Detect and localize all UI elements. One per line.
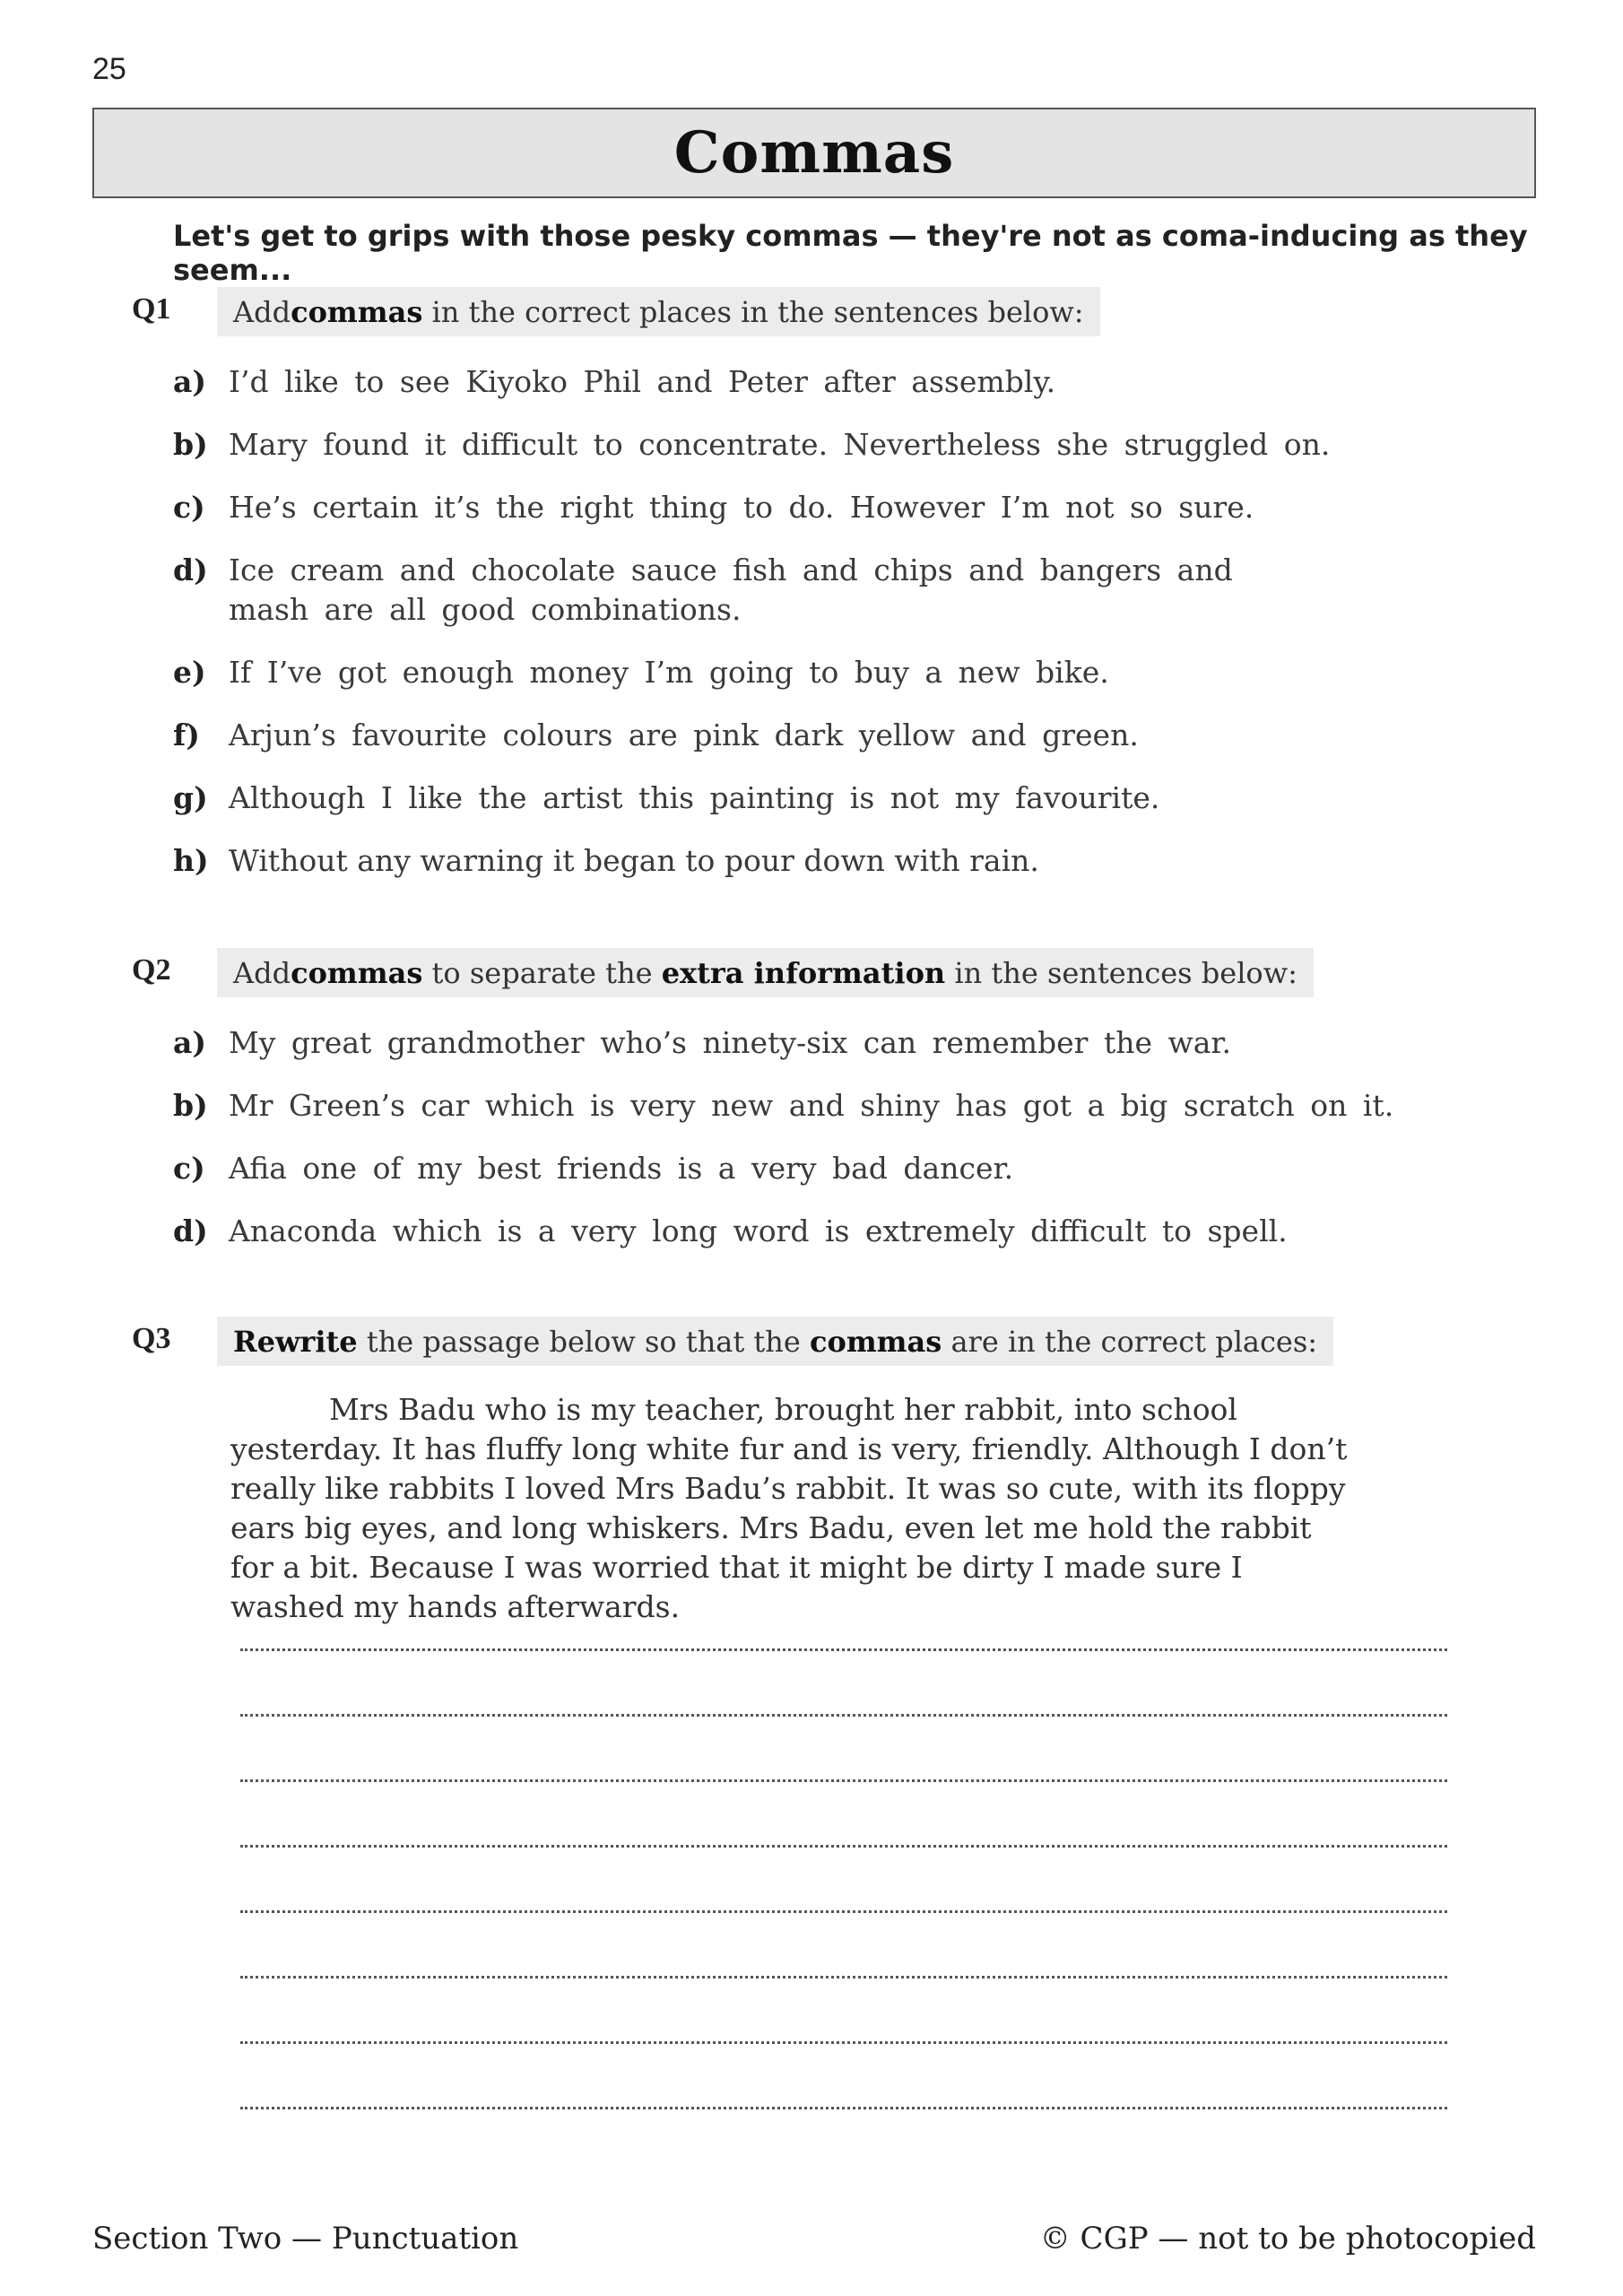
q1-item-f xyxy=(173,716,1428,755)
q1-label: Q1 xyxy=(132,292,171,326)
passage-text: Mrs Badu who is my teacher, brought her rabbit, into school yesterday. It has fluffy long white fur and is very, friendly. Although I don’t really like rabbits I loved Mrs Badu’s rabbit. It was so cute, with its floppy ears big eyes, and long whiskers. Mrs Badu, even let me hold the rabbit for a bit. Because I was worried that it might be dirty I made sure I washed my hands afterwards. xyxy=(230,1392,1348,1624)
item-letter: c) xyxy=(173,1151,205,1186)
item-text: Mary found it difficult to concentrate. Nevertheless she struggled on. xyxy=(229,427,1331,462)
q1-item-h xyxy=(173,841,1428,881)
answer-line[interactable] xyxy=(240,1976,1447,1979)
item-letter: a) xyxy=(173,1025,206,1060)
q2-item-c xyxy=(173,1149,1428,1188)
q3-instruction-bold2: commas xyxy=(809,1324,942,1359)
q2-instruction-bold2: extra information xyxy=(661,955,946,990)
item-letter: h) xyxy=(173,843,209,878)
q1-instruction xyxy=(217,287,1100,336)
item-text: If I’ve got enough money I’m going to buy a new bike. xyxy=(229,655,1109,690)
q1-item-b xyxy=(173,425,1428,465)
q1-item-g xyxy=(173,778,1428,818)
q3-instruction-mid: the passage below so that the xyxy=(357,1324,810,1359)
intro-text: Let's get to grips with those pesky commas — they're not as coma-inducing as they seem... xyxy=(173,219,1528,287)
item-text: Ice cream and chocolate sauce fish and chips and bangers and mash are all good combinations. xyxy=(229,552,1233,627)
item-text: He’s certain it’s the right thing to do. However I’m not so sure. xyxy=(229,490,1254,525)
item-letter: g) xyxy=(173,780,208,815)
item-text: Without any warning it began to pour down with rain. xyxy=(229,843,1039,878)
q3-instruction-bold1: Rewrite xyxy=(233,1324,358,1359)
page-number: 25 xyxy=(92,52,126,86)
q1-instruction-bold: commas xyxy=(291,294,423,329)
q2-item-d xyxy=(173,1212,1428,1251)
q1-instruction-pre: Add xyxy=(233,294,291,329)
item-text: I’d like to see Kiyoko Phil and Peter after assembly. xyxy=(229,364,1056,399)
q3-instruction xyxy=(217,1317,1333,1366)
q2-instruction-post: in the sentences below: xyxy=(945,955,1298,990)
q2-label: Q2 xyxy=(132,953,171,987)
item-letter: f) xyxy=(173,718,200,752)
q3-passage xyxy=(230,1390,1360,1627)
q1-instruction-post: in the correct places in the sentences below: xyxy=(422,294,1084,329)
item-text: Arjun’s favourite colours are pink dark yellow and green. xyxy=(229,718,1139,752)
item-text: My great grandmother who’s ninety-six can remember the war. xyxy=(229,1025,1232,1060)
item-text: Although I like the artist this painting is not my favourite. xyxy=(229,780,1160,815)
q2-item-a xyxy=(173,1023,1428,1063)
item-letter: a) xyxy=(173,364,206,399)
footer-copyright: © CGP — not to be photocopied xyxy=(1039,2221,1536,2257)
q3-label: Q3 xyxy=(132,1322,171,1355)
q2-instruction xyxy=(217,948,1314,997)
q3-instruction-post: are in the correct places: xyxy=(942,1324,1318,1359)
answer-line[interactable] xyxy=(240,1910,1447,1913)
page-title: Commas xyxy=(673,119,955,187)
item-letter: b) xyxy=(173,1088,208,1123)
item-letter: e) xyxy=(173,655,206,690)
item-text: Anaconda which is a very long word is extremely difficult to spell. xyxy=(229,1213,1288,1248)
footer-section: Section Two — Punctuation xyxy=(92,2221,519,2257)
q1-item-c xyxy=(173,488,1428,527)
q2-instruction-bold1: commas xyxy=(291,955,423,990)
answer-line[interactable] xyxy=(240,1648,1447,1651)
q2-instruction-mid: to separate the xyxy=(422,955,662,990)
item-text: Afia one of my best friends is a very bad dancer. xyxy=(229,1151,1014,1186)
item-letter: d) xyxy=(173,552,208,587)
q1-item-d xyxy=(173,551,1312,630)
item-text: Mr Green’s car which is very new and shiny has got a big scratch on it. xyxy=(229,1088,1394,1123)
item-letter: d) xyxy=(173,1213,208,1248)
q2-item-b xyxy=(173,1086,1500,1126)
answer-line[interactable] xyxy=(240,1714,1447,1717)
q2-instruction-pre: Add xyxy=(233,955,291,990)
item-letter: b) xyxy=(173,427,208,462)
answer-line[interactable] xyxy=(240,2107,1447,2109)
answer-line[interactable] xyxy=(240,2041,1447,2044)
q1-item-e xyxy=(173,653,1428,692)
answer-line[interactable] xyxy=(240,1845,1447,1848)
q1-item-a xyxy=(173,362,1428,402)
item-letter: c) xyxy=(173,490,205,525)
title-banner xyxy=(92,108,1536,198)
answer-line[interactable] xyxy=(240,1779,1447,1782)
